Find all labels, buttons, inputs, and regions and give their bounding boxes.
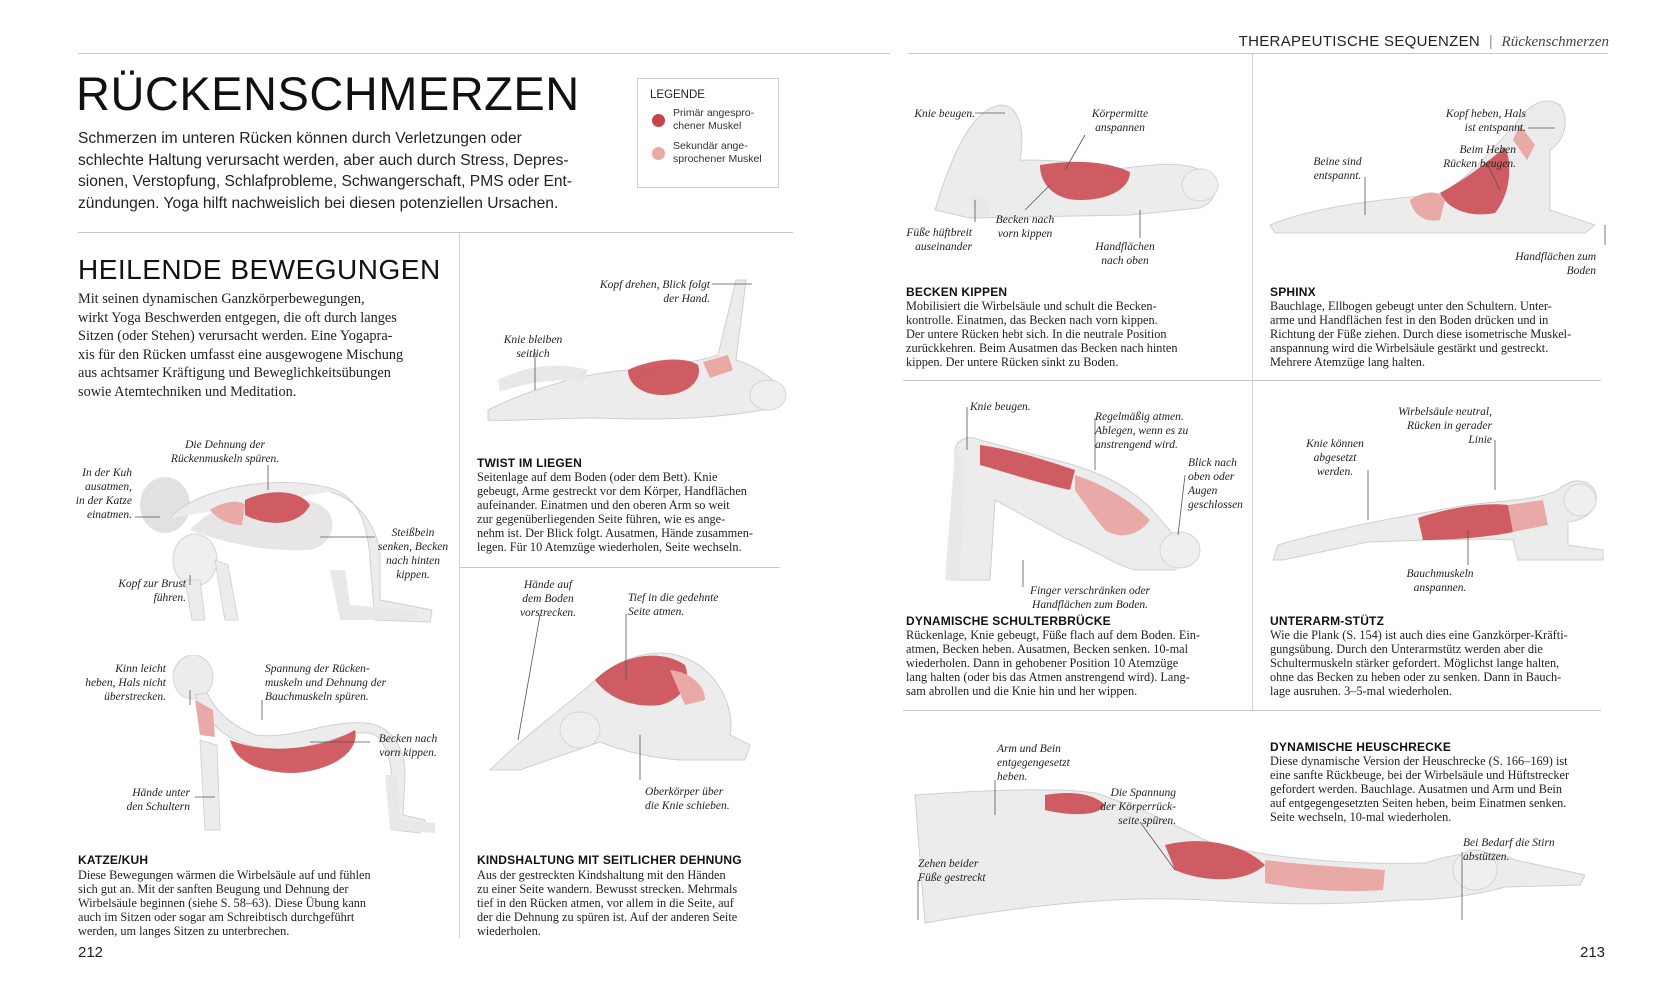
page-number-left: 212 <box>78 944 104 961</box>
cow-annotation-8: Hände unter den Schultern <box>126 787 190 813</box>
pelvic-annotation-2: Körpermitte anspannen <box>1091 108 1149 134</box>
header-section: THERAPEUTISCHE SEQUENZEN <box>1238 33 1481 50</box>
forearm-plank-title: UNTERARM-STÜTZ <box>1270 614 1385 628</box>
legend-label-secondary: Sekundär ange- sprochener Muskel <box>673 140 762 165</box>
cow-annotation-6: Spannung der Rücken- muskeln und Dehnung der Bauchmuskeln spüren. <box>265 663 387 703</box>
pelvic-annotation-5: Handflächen nach oben <box>1095 241 1155 267</box>
child-annotation-1: Hände auf dem Boden vorstrecken. <box>519 579 577 619</box>
child-annotation-2: Tief in die gedehnte Seite atmen. <box>628 592 719 618</box>
cat-cow-text: Diese Bewegungen wärmen die Wirbelsäule auf und fühlen sich gut an. Mit der sanften Beugung und Dehnung der Wirbelsäule beginnen (siehe S. 58–63). Diese Übung kann auch im Sitzen oder sogar am Schreibtisch durchgeführt werden, um langes Sitzen zu unterbrechen. <box>78 868 371 939</box>
locust-title: DYNAMISCHE HEUSCHRECKE <box>1270 740 1452 754</box>
locust-annotation-4: Zehen beider Füße gestreckt <box>918 858 986 884</box>
child-annotation-3: Oberkörper über die Knie schieben. <box>645 786 730 812</box>
pelvic-tilt-title: BECKEN KIPPEN <box>906 285 1008 299</box>
cat-annotation-3: Steißbein senken, Becken nach hinten kippen. <box>377 527 449 581</box>
cat-annotation-4: Kopf zur Brust führen. <box>118 578 186 604</box>
sphinx-annotation-3: Beine sind entspannt. <box>1313 156 1362 182</box>
pelvic-annotation-4: Füße hüftbreit auseinander <box>906 227 972 253</box>
locust-annotation-1: Arm und Bein entgegengesetzt heben. <box>997 743 1070 783</box>
bridge-title: DYNAMISCHE SCHULTERBRÜCKE <box>906 614 1111 628</box>
pelvic-annotation-3: Becken nach vorn kippen <box>995 214 1055 240</box>
plank-annotation-2: Knie können abgesetzt werden. <box>1306 438 1364 478</box>
pelvic-annotation-1: Knie beugen. <box>914 108 975 120</box>
child-text: Aus der gestreckten Kindshaltung mit den Händen zu einer Seite wandern. Bewusst strecken. Mehrmals tief in den Rücken atmen, vor allem in die Seite, auf der die Dehnung zu spüren ist. Auf der anderen Seite wiederholen. <box>477 868 738 939</box>
twist-title: TWIST IM LIEGEN <box>477 456 582 470</box>
page-number-right: 213 <box>1580 944 1606 961</box>
sphinx-title: SPHINX <box>1270 285 1316 299</box>
legend-title: LEGENDE <box>650 89 705 101</box>
bridge-annotation-1: Knie beugen. <box>970 401 1031 413</box>
bridge-annotation-2: Regelmäßig atmen. Ablegen, wenn es zu anstrengend wird. <box>1095 411 1189 451</box>
sphinx-annotation-4: Handflächen zum Boden <box>1515 251 1596 277</box>
cow-annotation-7: Becken nach vorn kippen. <box>378 733 438 759</box>
bridge-text: Rückenlage, Knie gebeugt, Füße flach auf dem Boden. Ein- atmen, Becken heben. Ausatmen, Becken senken. 10-mal wiederholen. Dann in gehobener Position 10 Atemzüge lang halten (oder bis das Atmen anstrengend wird). Lang- sam abrollen und die Knie hin und her wippen. <box>906 628 1201 699</box>
twist-annotation-2: Knie bleiben seitlich <box>503 334 563 360</box>
page-title: RÜCKENSCHMERZEN <box>76 67 580 120</box>
plank-annotation-3: Bauchmuskeln anspannen. <box>1406 568 1474 594</box>
healing-text: Mit seinen dynamischen Ganzkörperbewegungen, wirkt Yoga Beschwerden entgegen, die oft durch langes Sitzen (oder Stehen) verursacht werden. Eine Yogapra- xis für den Rücken umfasst eine ausgewogene Mischung aus achtsamer Kräftigung und Beweglichkeitsübungen sowie Atemtechniken und Meditation. <box>78 291 404 400</box>
locust-annotation-3: Bei Bedarf die Stirn abstützen. <box>1463 837 1555 863</box>
intro-text: Schmerzen im unteren Rücken können durch Verletzungen oder schlechte Haltung verursacht werden, aber auch durch Stress, Depres- sionen, Verstopfung, Schlafprobleme, Schwangerschaft, PMS oder Ent- zündungen. Yoga hilft nachweislich bei diesen potenziellen Ursachen. <box>78 130 573 212</box>
header-separator: | <box>1488 33 1493 50</box>
cat-cow-title: KATZE/KUH <box>78 853 149 867</box>
plank-annotation-1: Wirbelsäule neutral, Rücken in gerader Linie <box>1398 406 1492 446</box>
sphinx-text: Bauchlage, Ellbogen gebeugt unter den Schultern. Unter- arme und Handflächen fest in den Boden drücken und in Richtung der Füße ziehen. Durch diese isometrische Muskel- anspannung wird die Wirbelsäule gestärkt und gestreckt. Mehrere Atemzüge lang halten. <box>1270 299 1572 370</box>
forearm-plank-text: Wie die Plank (S. 154) ist auch dies eine Ganzkörper-Kräfti- gungsübung. Durch den Unterarmstütz werden aber die Schultermuskeln stärker gefordert. Möglichst lange halten, ohne das Becken zu heben oder zu senken. Dann in Bauch- lage ausruhen. 3–5-mal wiederholen. <box>1270 628 1568 699</box>
locust-text: Diese dynamische Version der Heuschrecke (S. 166–169) ist eine sanfte Rückbeuge, bei der Wirbelsäule und Hüftstrecker gefordert werden. Bauchlage. Ausatmen und Arm und Bein auf entgegengesetzten Seiten heben, beim Einatmen senken. Seite wechseln, 10-mal wiederholen. <box>1270 754 1570 825</box>
pelvic-tilt-text: Mobilisiert die Wirbelsäule und schult die Becken- kontrolle. Einatmen, das Becken nach vorn kippen. Der untere Rücken hebt sich. In die neutrale Position zurückkehren. Beim Ausatmen das Becken nach hinten kippen. Der untere Rücken sinkt zu Boden. <box>906 299 1178 370</box>
twist-annotation-1: Kopf drehen, Blick folgt der Hand. <box>599 279 710 305</box>
bridge-annotation-3: Blick nach oben oder Augen geschlossen <box>1188 457 1243 511</box>
sphinx-annotation-1: Kopf heben, Hals ist entspannt. <box>1445 108 1526 134</box>
legend-label-primary: Primär angespro- chener Muskel <box>673 107 755 132</box>
bridge-annotation-4: Finger verschränken oder Handflächen zum Boden. <box>1029 585 1151 611</box>
locust-annotation-2: Die Spannung der Körperrück- seite spüren. <box>1100 787 1176 827</box>
healing-title: HEILENDE BEWEGUNGEN <box>78 254 441 285</box>
header-subsection: Rückenschmerzen <box>1501 34 1609 50</box>
twist-text: Seitenlage auf dem Boden (oder dem Bett). Knie gebeugt, Arme gestreckt vor dem Körper, Handflächen aufeinander. Einatmen und den oberen Arm so weit zur gegenüberliegenden Seite führen, wie es ange- nehm ist. Der Blick folgt. Ausatmen, Hände zusammen- legen. Für 10 Atemzüge wiederholen, Seite wechseln. <box>477 470 753 555</box>
child-title: KINDSHALTUNG MIT SEITLICHER DEHNUNG <box>477 853 742 867</box>
cat-annotation-2: In der Kuh ausatmen, in der Katze einatmen. <box>75 467 132 521</box>
sphinx-annotation-2: Beim Heben Rücken beugen. <box>1443 144 1516 170</box>
cat-annotation-1: Die Dehnung der Rückenmuskeln spüren. <box>170 439 280 465</box>
cow-annotation-5: Kinn leicht heben, Hals nicht überstrecken. <box>85 663 166 703</box>
